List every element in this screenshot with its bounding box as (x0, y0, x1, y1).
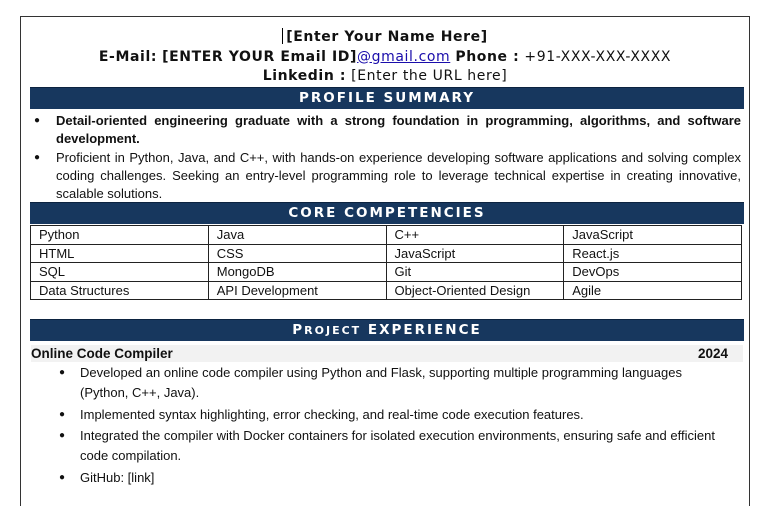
linkedin-label: Linkedin : (262, 68, 347, 84)
email-placeholder[interactable]: [ENTER YOUR Email ID] (162, 48, 358, 65)
competency-cell[interactable]: Git (386, 263, 564, 282)
competency-cell[interactable]: Object-Oriented Design (386, 281, 564, 300)
project-title-row (31, 345, 743, 362)
table-row (31, 281, 742, 300)
competency-cell[interactable]: HTML (31, 244, 209, 263)
competency-cell[interactable]: Data Structures (31, 281, 209, 300)
linkedin-value[interactable]: [Enter the URL here] (351, 68, 508, 84)
heading-smallcaps: ROJECT (304, 324, 362, 337)
profile-summary-list (33, 112, 741, 204)
linkedin-line (21, 67, 749, 87)
contact-line (21, 48, 749, 68)
competency-cell[interactable]: C++ (386, 226, 564, 245)
email-domain-link[interactable]: @gmail.com (357, 48, 451, 65)
project-bullet[interactable]: ● GitHub: [link] (59, 468, 723, 488)
profile-bullet[interactable]: ● Proficient in Python, Java, and C++, with hands-on experience developing software applications and solving complex coding challenges. Seeking an entry-level programming role to leverage technical expertise in creating innovative, scalable solutions. (33, 149, 741, 203)
competencies-table (30, 225, 742, 300)
core-competencies-heading: CORE COMPETENCIES (30, 202, 744, 224)
project-bullet[interactable]: ● Implemented syntax highlighting, error checking, and real-time code execution features. (59, 405, 723, 425)
candidate-name-line (21, 28, 749, 48)
competency-cell[interactable]: Python (31, 226, 209, 245)
competency-cell[interactable]: JavaScript (386, 244, 564, 263)
table-row (31, 226, 742, 245)
project-year[interactable]: 2024 (697, 346, 728, 361)
resume-header (21, 28, 749, 87)
profile-bullet[interactable]: ● Detail-oriented engineering graduate with a strong foundation in programming, algorithms, and software development. (33, 112, 741, 148)
project-bullet[interactable]: ● Developed an online code compiler using Python and Flask, supporting multiple programming languages (Python, C++, Java). (59, 363, 723, 403)
text-cursor (282, 28, 283, 44)
competency-cell[interactable]: JavaScript (564, 226, 742, 245)
project-name[interactable]: Online Code Compiler (31, 346, 173, 361)
candidate-name[interactable]: [Enter Your Name Here] (286, 29, 488, 45)
project-bullet[interactable]: ● Integrated the compiler with Docker containers for isolated execution environments, ensuring safe and efficient code compilation. (59, 426, 723, 466)
competency-cell[interactable]: Agile (564, 281, 742, 300)
heading-initial: P (292, 322, 305, 338)
competency-cell[interactable]: Java (208, 226, 386, 245)
table-row (31, 244, 742, 263)
table-row (31, 263, 742, 282)
phone-label: Phone : (455, 48, 520, 65)
competency-cell[interactable]: API Development (208, 281, 386, 300)
competency-cell[interactable]: DevOps (564, 263, 742, 282)
email-label: E-Mail: (98, 48, 158, 65)
heading-rest: EXPERIENCE (367, 322, 482, 338)
competency-cell[interactable]: CSS (208, 244, 386, 263)
competency-cell[interactable]: React.js (564, 244, 742, 263)
project-bullet-list (59, 363, 723, 489)
profile-summary-heading: PROFILE SUMMARY (30, 87, 744, 109)
phone-value[interactable]: +91-XXX-XXX-XXXX (524, 48, 672, 65)
competency-cell[interactable]: MongoDB (208, 263, 386, 282)
competency-cell[interactable]: SQL (31, 263, 209, 282)
project-experience-heading (30, 319, 744, 341)
resume-page (20, 16, 750, 506)
